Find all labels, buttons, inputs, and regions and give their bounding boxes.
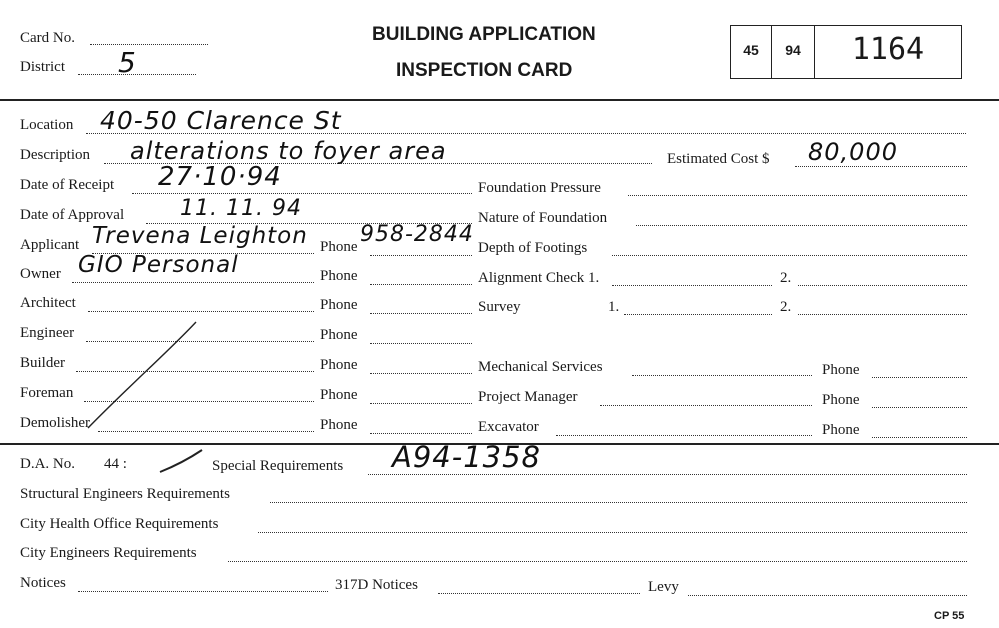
form-code: CP 55 [934, 610, 965, 622]
demolisher-label: Demolisher [20, 415, 90, 431]
applicant-phone-label: Phone [320, 239, 358, 255]
engineer-label: Engineer [20, 325, 75, 341]
notices-317d-line[interactable] [438, 593, 640, 594]
owner-label: Owner [20, 266, 61, 282]
survey-label: Survey [478, 299, 521, 315]
builder-label: Builder [20, 355, 65, 371]
date-receipt-value: 27·10·94 [158, 162, 282, 192]
notices-label: Notices [20, 575, 66, 591]
applicant-label: Applicant [20, 237, 80, 253]
excavator-label: Excavator [478, 419, 539, 435]
description-value: alterations to foyer area [130, 137, 447, 165]
mechanical-phone-label: Phone [822, 362, 860, 378]
da-no-prefix: 44 : [104, 456, 127, 472]
foreman-label: Foreman [20, 385, 74, 401]
applicant-phone-value: 958-2844 [360, 222, 474, 247]
special-requirements-line[interactable] [368, 474, 967, 475]
structural-engineers-label: Structural Engineers Requirements [20, 486, 230, 502]
demolisher-phone-label: Phone [320, 417, 358, 433]
form-title-line2: INSPECTION CARD [396, 60, 573, 81]
date-approval-value: 11. 11. 94 [180, 196, 302, 221]
nature-foundation-label: Nature of Foundation [478, 210, 608, 226]
form-title-line1: BUILDING APPLICATION [372, 24, 596, 45]
date-receipt-label: Date of Receipt [20, 177, 115, 193]
ref-box-a: 45 [743, 42, 759, 58]
notices-317d-label: 317D Notices [335, 577, 418, 593]
mechanical-services-label: Mechanical Services [478, 359, 603, 375]
levy-label: Levy [648, 579, 679, 595]
structural-engineers-line[interactable] [270, 502, 967, 503]
survey-2-label: 2. [780, 299, 792, 315]
district-value: 5 [118, 46, 137, 79]
date-approval-label: Date of Approval [20, 207, 125, 223]
excavator-phone-label: Phone [822, 422, 860, 438]
notices-line[interactable] [78, 591, 328, 592]
da-no-label: D.A. No. [20, 456, 75, 472]
alignment-check-2-label: 2. [780, 270, 792, 286]
applicant-value: Trevena Leighton [92, 223, 308, 249]
city-engineers-line[interactable] [228, 561, 967, 562]
district-label: District [20, 59, 65, 75]
engineer-phone-label: Phone [320, 327, 358, 343]
location-value: 40-50 Clarence St [100, 106, 342, 135]
foundation-pressure-label: Foundation Pressure [478, 180, 601, 196]
city-health-line[interactable] [258, 532, 967, 533]
special-requirements-value: A94-1358 [392, 440, 542, 474]
location-label: Location [20, 117, 74, 133]
estimated-cost-label: Estimated Cost $ [667, 151, 770, 167]
city-engineers-label: City Engineers Requirements [20, 545, 197, 561]
estimated-cost-value: 80,000 [808, 138, 898, 166]
project-manager-label: Project Manager [478, 389, 578, 405]
ref-box-b: 94 [785, 42, 801, 58]
depth-footings-label: Depth of Footings [478, 240, 588, 256]
city-health-label: City Health Office Requirements [20, 516, 219, 532]
builder-phone-label: Phone [320, 357, 358, 373]
foreman-phone-label: Phone [320, 387, 358, 403]
owner-phone-label: Phone [320, 268, 358, 284]
special-requirements-label: Special Requirements [212, 458, 344, 474]
survey-1-label: 1. [608, 299, 620, 315]
architect-label: Architect [20, 295, 76, 311]
owner-value: GIO Personal [78, 252, 239, 278]
project-manager-phone-label: Phone [822, 392, 860, 408]
alignment-check-label: Alignment Check 1. [478, 270, 600, 286]
architect-phone-label: Phone [320, 297, 358, 313]
card-no-label: Card No. [20, 30, 75, 46]
levy-line[interactable] [688, 595, 967, 596]
ref-box-number: 1164 [851, 32, 925, 67]
description-label: Description [20, 147, 90, 163]
